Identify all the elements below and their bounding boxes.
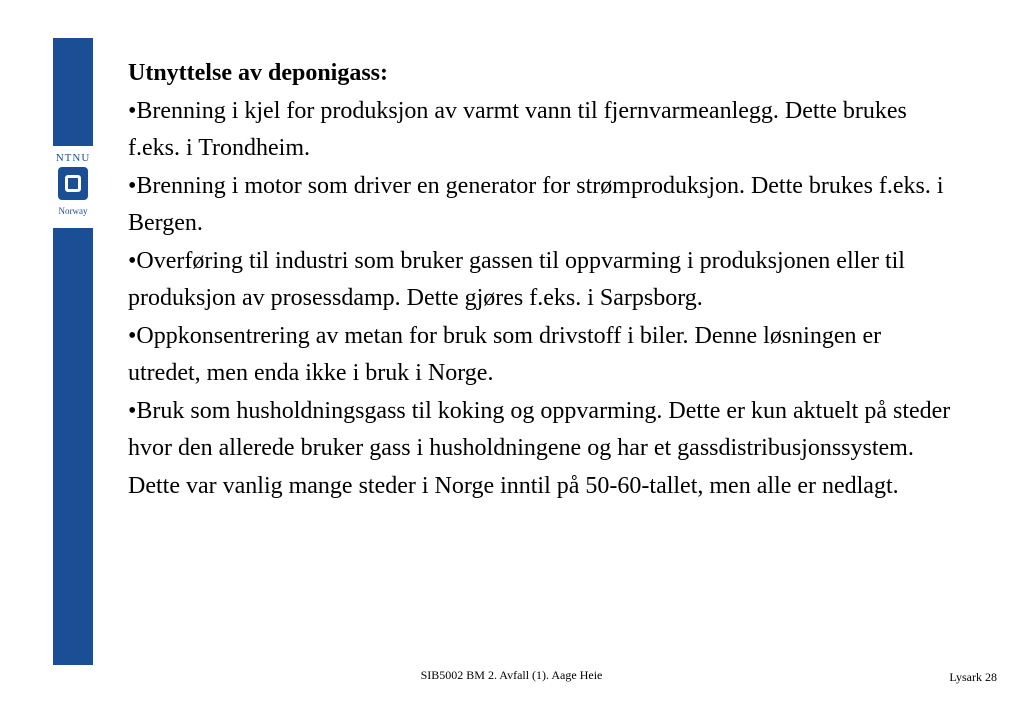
- footer-slide-number: Lysark 28: [949, 670, 997, 684]
- footer-course: SIB5002 BM 2. Avfall (1). Aage Heie: [420, 668, 603, 682]
- logo-bottom-text: Norway: [58, 206, 88, 216]
- bullet-item: •Brenning i kjel for produksjon av varmt vann til fjernvarmeanlegg. Dette brukes f.eks. i Trondheim.: [128, 97, 907, 161]
- sidebar-bar: [53, 38, 93, 665]
- ntnu-logo: [53, 146, 93, 228]
- logo-top-text: NTNU: [55, 152, 91, 164]
- bullet-item: •Oppkonsentrering av metan for bruk som drivstoff i biler. Denne løsningen er utredet, men enda ikke i bruk i Norge.: [128, 322, 882, 386]
- slide-heading: Utnyttelse av deponigass:: [128, 60, 389, 86]
- bullet-item: •Brenning i motor som driver en generator for strømproduksjon. Dette brukes f.eks. i Bergen.: [128, 172, 944, 236]
- slide-content: [128, 55, 958, 505]
- ntnu-logo-icon: [58, 167, 88, 200]
- bullet-item: •Overføring til industri som bruker gassen til oppvarming i produksjonen eller til produksjon av prosessdamp. Dette gjøres f.eks. i Sarpsborg.: [128, 247, 905, 311]
- bullet-item: •Bruk som husholdningsgass til koking og oppvarming. Dette er kun aktuelt på steder hvor den allerede bruker gass i husholdningene og har et gassdistribusjonssystem. Dette var vanlig mange steder i Norge inntil på 50-60-tallet, men alle er nedlagt.: [128, 397, 951, 499]
